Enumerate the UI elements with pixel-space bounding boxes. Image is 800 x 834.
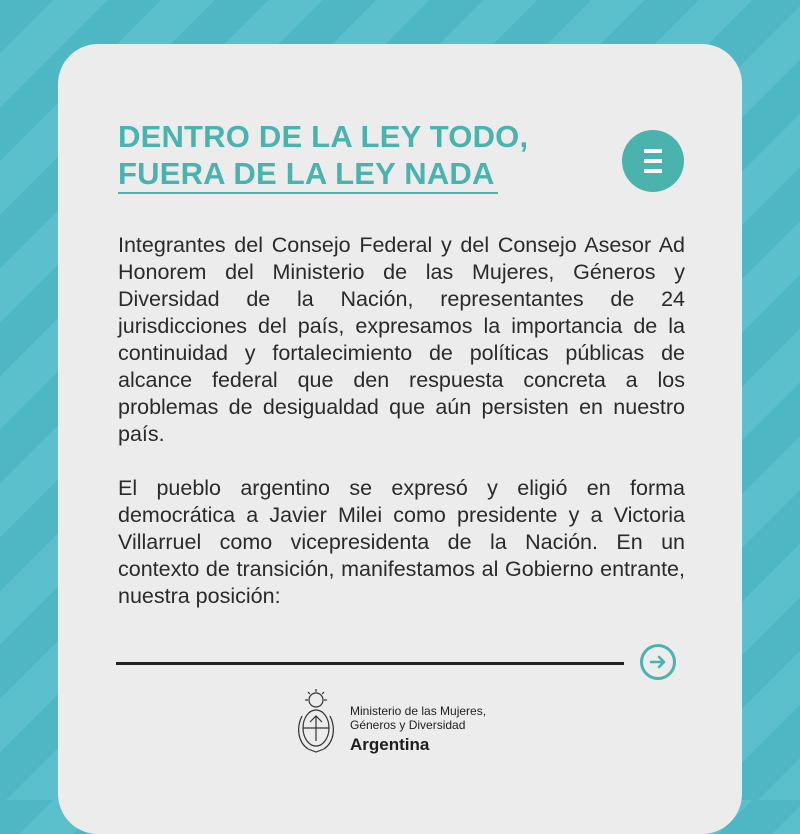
paragraph-2: El pueblo argentino se expresó y eligió en forma democrática a Javier Milei como presidente y a Victoria Villarruel como vicepresidenta de la Nación. En un contexto de transición, manifestamos al Gobierno entrante, nuestra posición: <box>118 476 685 608</box>
menu-line <box>644 159 662 163</box>
title-line-1: DENTRO DE LA LEY TODO, <box>118 119 529 154</box>
paragraph-1: Integrantes del Consejo Federal y del Consejo Asesor Ad Honorem del Ministerio de las Mujeres, Géneros y Diversidad de la Nación, representantes de 24 jurisdicciones del país, expresamos la importancia de la continuidad y fortalecimiento de políticas públicas de alcance federal que den respuesta concreta a los problemas de desigualdad que aún persisten en nuestro país. <box>118 233 685 446</box>
country-name: Argentina <box>350 735 430 754</box>
menu-lines-icon <box>622 130 684 192</box>
ministry-text <box>350 704 486 756</box>
body-text <box>118 232 685 610</box>
menu-line <box>644 169 662 173</box>
title-underline <box>118 192 498 194</box>
title-line-2: FUERA DE LA LEY NADA <box>118 156 495 191</box>
divider-line <box>116 662 624 665</box>
ministry-footer <box>294 686 554 758</box>
post-card <box>58 44 742 834</box>
ministry-name-line-1: Ministerio de las Mujeres, <box>350 704 487 718</box>
coat-of-arms-icon <box>294 686 338 756</box>
next-button[interactable] <box>640 644 676 680</box>
arrow-right-icon <box>648 652 668 672</box>
ministry-name-line-2: Géneros y Diversidad <box>350 718 466 732</box>
menu-line <box>644 149 662 153</box>
post-title <box>118 118 528 192</box>
